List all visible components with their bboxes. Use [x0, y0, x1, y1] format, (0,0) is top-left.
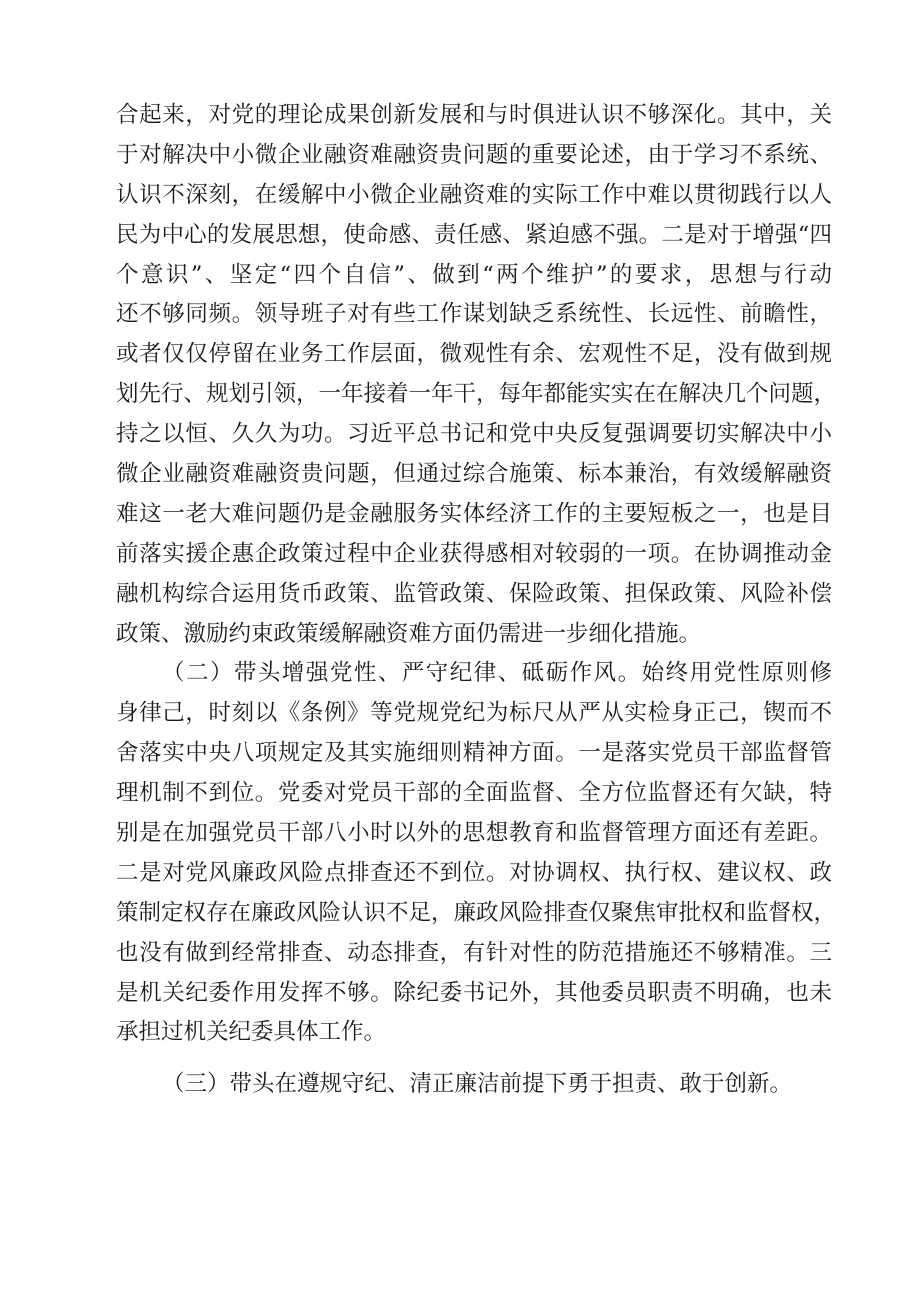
text-line: 前落实援企惠企政策过程中企业获得感相对较弱的一项。在协调推动金 — [116, 540, 832, 567]
text-line: 舍落实中央八项规定及其实施细则精神方面。一是落实党员干部监督管 — [116, 740, 832, 767]
text-line: 民为中心的发展思想，使命感、责任感、紧迫感不强。二是对于增强“四 — [116, 221, 832, 248]
text-line: 合起来，对党的理论成果创新发展和与时俱进认识不够深化。其中，关 — [116, 102, 832, 128]
text-line: 政策、激励约束政策缓解融资难方面仍需进一步细化措施。 — [116, 620, 702, 647]
text-line: 个意识”、坚定“四个自信”、做到“两个维护”的要求，思想与行动 — [116, 261, 832, 288]
text-line: 或者仅仅停留在业务工作层面，微观性有余、宏观性不足，没有做到规 — [116, 341, 832, 368]
section-heading-3: （三）带头在遵规守纪、清正廉洁前提下勇于担责、敢于创新。 — [162, 1071, 793, 1098]
text-line: 策制定权存在廉政风险认识不足，廉政风险排查仅聚焦审批权和监督权， — [116, 899, 837, 926]
text-line: 承担过机关纪委具体工作。 — [116, 1019, 387, 1046]
text-line: 别是在加强党员干部八小时以外的思想教育和监督管理方面还有差距。 — [116, 820, 832, 847]
text-line: 身律己，时刻以《条例》等党规党纪为标尺从严从实检身正己，锲而不 — [116, 700, 832, 727]
text-line: 持之以恒、久久为功。习近平总书记和党中央反复强调要切实解决中小 — [116, 421, 832, 448]
text-line: 是机关纪委作用发挥不够。除纪委书记外，其他委员职责不明确，也未 — [116, 979, 832, 1006]
text-line: 融机构综合运用货币政策、监管政策、保险政策、担保政策、风险补偿 — [116, 580, 832, 607]
section-heading-2: （二）带头增强党性、严守纪律、砥砺作风。始终用党性原则修 — [162, 660, 832, 687]
paragraph-gap — [116, 1053, 832, 1065]
text-line: 还不够同频。领导班子对有些工作谋划缺乏系统性、长远性、前瞻性， — [116, 301, 832, 328]
document-body — [116, 96, 837, 1105]
text-line: 划先行、规划引领，一年接着一年干，每年都能实实在在解决几个问题， — [116, 381, 837, 408]
text-line: 难这一老大难问题仍是金融服务实体经济工作的主要短板之一，也是目 — [116, 500, 832, 527]
text-line: 也没有做到经常排查、动态排查，有针对性的防范措施还不够精准。三 — [116, 939, 832, 966]
text-line: 认识不深刻，在缓解中小微企业融资难的实际工作中难以贯彻践行以人 — [116, 181, 832, 208]
text-line: 微企业融资难融资贵问题，但通过综合施策、标本兼治，有效缓解融资 — [116, 461, 832, 488]
text-line: 理机制不到位。党委对党员干部的全面监督、全方位监督还有欠缺，特 — [116, 780, 832, 807]
text-line: 二是对党风廉政风险点排查还不到位。对协调权、执行权、建议权、政 — [116, 859, 832, 886]
text-line: 于对解决中小微企业融资难融资贵问题的重要论述，由于学习不系统、 — [116, 141, 832, 168]
